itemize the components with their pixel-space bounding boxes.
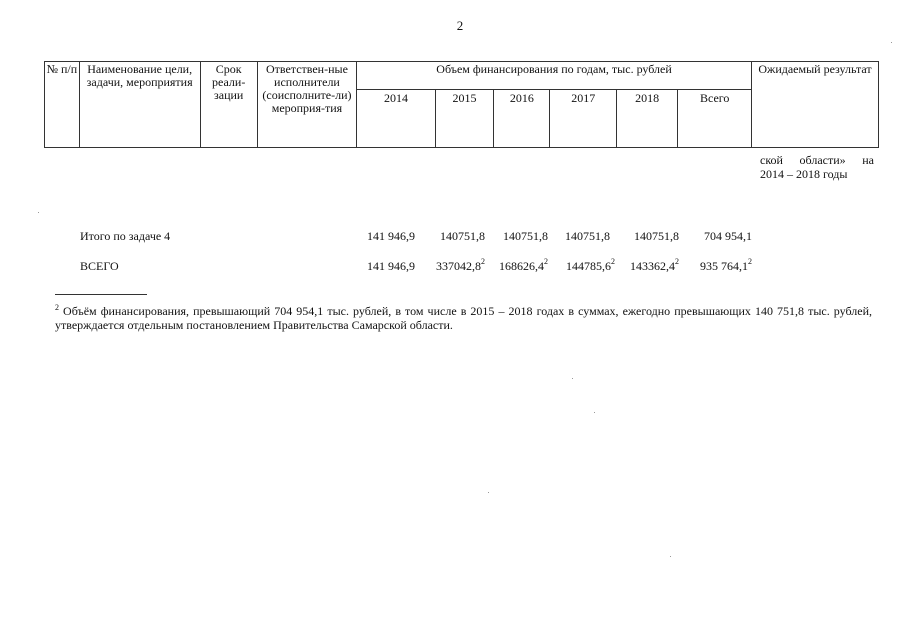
scan-speck (38, 212, 39, 213)
scan-speck (572, 378, 573, 379)
row-value-2016: 140751,8 (503, 229, 548, 243)
row-value-total: 704 954,1 (704, 229, 752, 243)
row-value-2014: 141 946,9 (367, 229, 415, 243)
footnote-mark: 2 (55, 303, 59, 312)
row-label: ВСЕГО (80, 259, 119, 273)
row-value-2015: 140751,8 (440, 229, 485, 243)
footnote-rule (55, 294, 147, 295)
row-value-2014: 141 946,9 (367, 259, 415, 273)
result-line-2: 2014 – 2018 годы (760, 167, 848, 181)
row-value-2016: 168626,4$^2$ (499, 257, 548, 273)
row-value-2015: 337042,8$^2$ (436, 257, 485, 273)
table-row-total (0, 259, 905, 275)
result-word-1: ской (760, 153, 783, 167)
header-year-2018: 2018 (616, 90, 677, 148)
row-value-2018: 140751,8 (634, 229, 679, 243)
row-value-total: 935 764,1$^2$ (700, 257, 752, 273)
row-label: Итого по задаче 4 (80, 229, 171, 243)
page-number: 2 (456, 18, 464, 33)
result-continuation (760, 153, 874, 181)
header-year-2015: 2015 (435, 90, 493, 148)
row-value-2017: 144785,6$^2$ (566, 257, 615, 273)
footnote-text: Объём финансирования, превышающий 704 954,1 тыс. рублей, в том числе в 2015 – 2018 годах в суммах, ежегодно превышающих 140 751,8 тыс. рублей, утверждается отдельным постановлением Правительства Самарской области. (55, 304, 872, 332)
table-header (44, 61, 879, 148)
header-responsible: Ответствен-ные исполнители (соисполните-ли) мероприя-тия (257, 62, 356, 148)
header-name: Наименование цели, задачи, мероприятия (79, 62, 200, 148)
footnote (55, 304, 872, 332)
result-word-3: на (862, 153, 874, 167)
header-year-2017: 2017 (550, 90, 617, 148)
scan-speck (891, 42, 892, 43)
header-num: № п/п (45, 62, 80, 148)
scan-speck (670, 556, 671, 557)
scan-speck (488, 492, 489, 493)
header-funding: Объем финансирования по годам, тыс. рублей (357, 62, 752, 90)
row-value-2017: 140751,8 (565, 229, 610, 243)
result-word-2: области» (799, 153, 846, 167)
table-row-task4 (0, 229, 905, 245)
header-total: Всего (678, 90, 752, 148)
scan-speck (594, 412, 595, 413)
header-year-2014: 2014 (357, 90, 436, 148)
header-result: Ожидаемый результат (752, 62, 879, 148)
header-term: Срок реали-зации (200, 62, 257, 148)
header-year-2016: 2016 (494, 90, 550, 148)
row-value-2018: 143362,4$^2$ (630, 257, 679, 273)
